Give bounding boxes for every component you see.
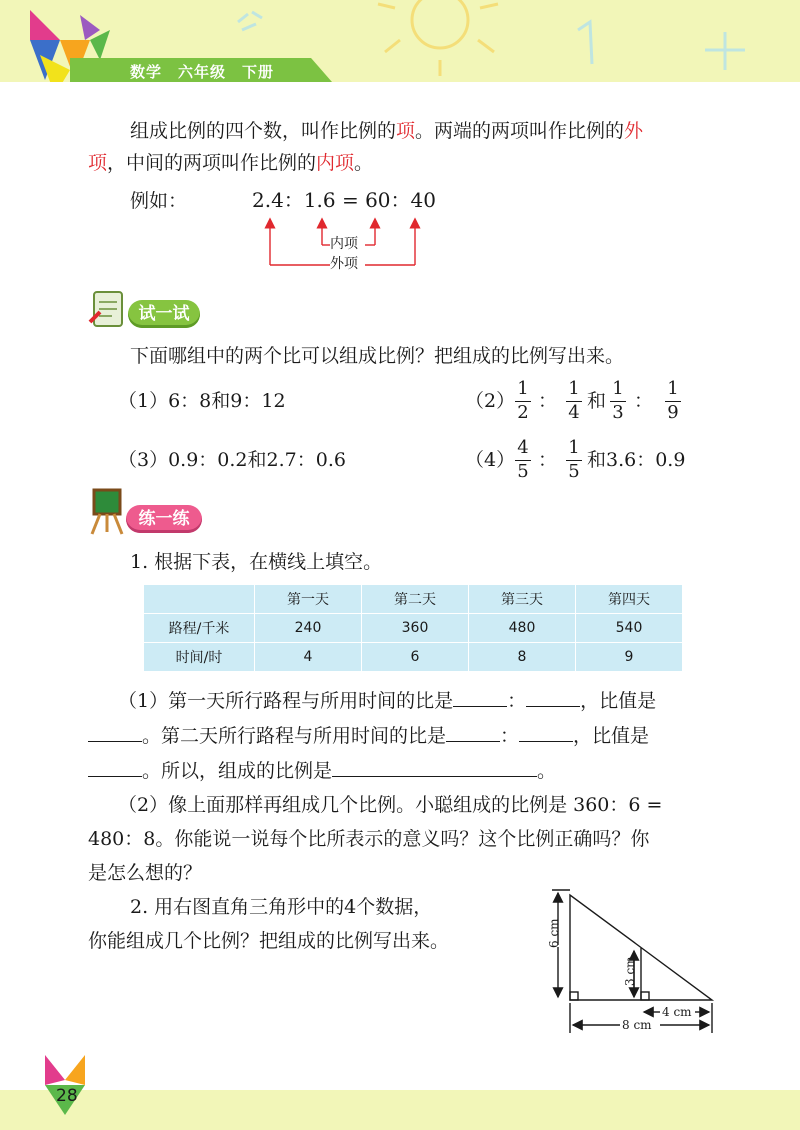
table-cell: 8 — [469, 643, 576, 672]
blank-field[interactable] — [88, 776, 142, 777]
table-cell: 4 — [255, 643, 362, 672]
try-item-4-suffix: 和3.6：0.9 — [587, 449, 686, 471]
blank-field[interactable] — [526, 706, 580, 707]
base-label: 8 cm — [622, 1018, 652, 1032]
table-header-cell — [144, 585, 255, 614]
try-item-2-prefix: （2） — [465, 390, 516, 412]
doodle-marks-icon — [238, 12, 745, 70]
blank-field[interactable] — [88, 741, 142, 742]
blank-field[interactable] — [332, 776, 537, 777]
height-label: 6 cm — [547, 918, 561, 948]
blank-field[interactable] — [453, 706, 507, 707]
table-row — [144, 614, 683, 643]
table-cell: 时间/时 — [144, 643, 255, 672]
notebook-icon — [88, 288, 128, 332]
practice-part-1-line-1: （1）第一天所行路程与所用时间的比是 ： ，比值是 — [118, 690, 657, 712]
definition-line-2: 项，中间的两项叫作比例的内项。 — [88, 152, 374, 174]
blank-field[interactable] — [446, 741, 500, 742]
colon: ： — [538, 390, 558, 412]
fraction-1-3: 1 3 — [610, 380, 626, 424]
inner-base-label: 4 cm — [662, 1005, 692, 1019]
practice-part-2-line-2: 480：8。你能说一说每个比所表示的意义吗？这个比例正确吗？你 — [88, 828, 650, 850]
easel-icon — [86, 484, 128, 536]
term-inner: 内项 — [316, 152, 355, 174]
try-section-badge: 试一试 — [128, 300, 200, 328]
term-outer: 外 — [624, 120, 644, 142]
practice-part-1-line-2: 。第二天所行路程与所用时间的比是 ： ，比值是 — [88, 727, 649, 746]
practice-part-2-line-1: （2）像上面那样再组成几个比例。小聪组成的比例是 360：6 = — [118, 794, 663, 816]
term-terms: 项 — [396, 120, 416, 142]
colon: ： — [634, 390, 654, 412]
practice-question-1: 1. 根据下表，在横线上填空。 — [130, 551, 383, 573]
practice-part-2-line-3: 是怎么想的？ — [88, 862, 203, 884]
definition-line-1: 组成比例的四个数，叫作比例的项。两端的两项叫作比例的外 — [130, 120, 644, 142]
footer-tangram-icon — [40, 1050, 90, 1120]
table-cell: 240 — [255, 614, 362, 643]
inner-term-label: 内项 — [330, 236, 358, 252]
try-item-3: （3）0.9：0.2和2.7：0.6 — [118, 449, 346, 471]
footer-band — [0, 1090, 800, 1130]
table-row — [144, 643, 683, 672]
try-question: 下面哪组中的两个比可以组成比例？把组成的比例写出来。 — [130, 345, 625, 367]
table-header-cell: 第三天 — [469, 585, 576, 614]
fraction-1-2: 1 2 — [515, 380, 531, 424]
table-cell: 540 — [576, 614, 683, 643]
inner-height-label: 3 cm — [623, 956, 637, 986]
table-cell: 6 — [362, 643, 469, 672]
fraction-4-5: 4 5 — [515, 439, 531, 483]
practice-section-badge: 练一练 — [126, 505, 202, 533]
table-cell: 360 — [362, 614, 469, 643]
example-proportion: 2.4：1.6 = 60：40 — [252, 188, 436, 212]
table-cell: 480 — [469, 614, 576, 643]
table-cell: 9 — [576, 643, 683, 672]
example-label: 例如： — [130, 190, 188, 212]
distance-time-table — [143, 584, 683, 672]
table-cell: 路程/千米 — [144, 614, 255, 643]
practice-question-2-line-1: 2. 用右图直角三角形中的4个数据， — [130, 896, 433, 918]
page-number: 28 — [56, 1086, 78, 1106]
table-header-cell: 第一天 — [255, 585, 362, 614]
colon: ： — [538, 449, 558, 471]
fraction-1-9: 1 9 — [665, 380, 681, 424]
try-item-4-prefix: （4） — [465, 449, 516, 471]
table-header-row — [144, 585, 683, 614]
table-header-cell: 第二天 — [362, 585, 469, 614]
table-header-cell: 第四天 — [576, 585, 683, 614]
header-title: 数学 六年级 下册 — [130, 63, 275, 81]
practice-question-2-line-2: 你能组成几个比例？把组成的比例写出来。 — [88, 930, 450, 952]
fraction-1-5: 1 5 — [566, 439, 582, 483]
outer-term-label: 外项 — [330, 256, 358, 272]
conjunction-and: 和 — [587, 390, 607, 412]
fraction-1-4: 1 4 — [566, 380, 582, 424]
sun-doodle-icon — [378, 0, 498, 76]
blank-field[interactable] — [519, 741, 573, 742]
practice-part-1-line-3: 。所以，组成的比例是 。 — [88, 762, 556, 781]
try-item-1: （1）6：8和9：12 — [118, 390, 286, 412]
